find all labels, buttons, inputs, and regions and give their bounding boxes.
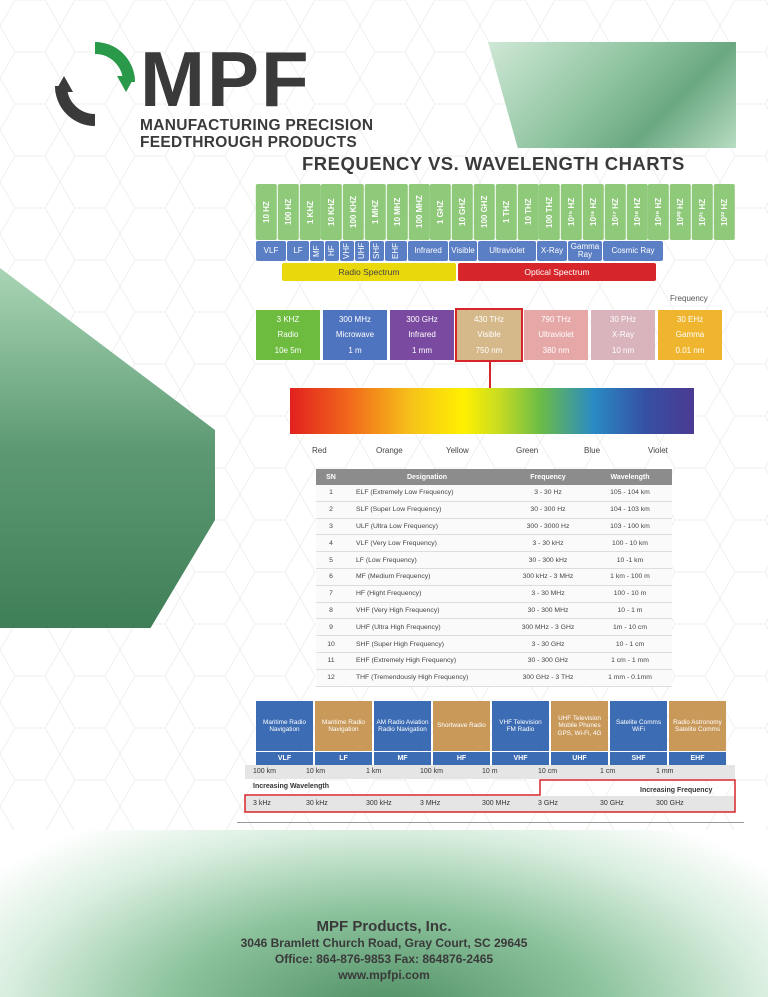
band-use-column [433, 701, 490, 765]
spectrum-box [256, 310, 320, 360]
table-row [316, 502, 672, 519]
band-use-band: VLF [256, 752, 313, 765]
band-label: 1 GHZ [430, 184, 451, 240]
table-cell: 1 km - 100 m [588, 569, 672, 586]
table-cell: 3 - 30 Hz [508, 485, 588, 502]
table-row [316, 670, 672, 687]
table-cell: 30 - 300 kHz [508, 552, 588, 569]
table-cell: 105 - 104 km [588, 485, 672, 502]
table-cell: 300 - 3000 Hz [508, 519, 588, 536]
frequency-tick-label: 3 kHz [253, 800, 271, 807]
table-cell: 9 [316, 619, 346, 636]
table-cell: 10 - 1 m [588, 603, 672, 620]
spectrum-box [524, 310, 588, 360]
spectrum-box-name: Infrared [408, 330, 436, 340]
spectrum-box-wavelength: 1 m [348, 345, 362, 355]
table-cell: 11 [316, 653, 346, 670]
band-label: 10¹⁹ HZ [648, 184, 669, 240]
band-use-band: VHF [492, 752, 549, 765]
table-cell: SLF (Super Low Frequency) [346, 502, 508, 519]
wavelength-label: 1 km [366, 768, 382, 775]
band-use-column [669, 701, 726, 765]
band-use-band: MF [374, 752, 431, 765]
band-label: 10²¹ HZ [692, 184, 713, 240]
table-cell: 4 [316, 535, 346, 552]
spectrum-box-wavelength: 1 mm [412, 345, 432, 355]
color-labels [290, 446, 694, 458]
logo-tagline-line-2: FEEDTHROUGH PRODUCTS [140, 134, 357, 151]
spectrum-box-wavelength: 380 nm [542, 345, 570, 355]
band-use-text: Radio Astronomy Satelite Comms [669, 701, 726, 751]
band-class-label: LF [287, 241, 309, 261]
band-class-label: Gamma Ray [568, 241, 602, 261]
spectrum-box-name: X-Ray [611, 330, 635, 340]
table-cell: 3 - 30 kHz [508, 535, 588, 552]
table-cell: UHF (Ultra High Frequency) [346, 619, 508, 636]
wavelength-label: 1 mm [656, 768, 674, 775]
table-row [316, 485, 672, 502]
table-cell: 30 - 300 MHz [508, 603, 588, 620]
band-use-band: EHF [669, 752, 726, 765]
band-use-text: Maritime Radio Navigation [315, 701, 372, 751]
table-cell: 300 kHz - 3 MHz [508, 569, 588, 586]
table-cell: ULF (Ultra Low Frequency) [346, 519, 508, 536]
band-label: 10 THZ [518, 184, 539, 240]
wavelength-label: 10 km [306, 768, 326, 775]
spectrum-box [457, 310, 521, 360]
table-cell: 8 [316, 603, 346, 620]
table-cell: EHF (Extremely High Frequency) [346, 653, 508, 670]
table-cell: ELF (Extremely Low Frequency) [346, 485, 508, 502]
spectrum-box-name: Microwave [335, 330, 375, 340]
spectrum-box-wavelength: 750 nm [475, 345, 503, 355]
band-class-label: Visible [449, 241, 477, 261]
spectrum-boxes-row [256, 310, 722, 360]
spectrum-box-freq: 790 THz [540, 315, 572, 325]
wavelength-label: 1 cm [600, 768, 616, 775]
table-cell: 3 - 30 GHz [508, 636, 588, 653]
color-label: Red [312, 446, 327, 455]
table-cell: 5 [316, 552, 346, 569]
band-class-label: MF [310, 241, 324, 261]
table-cell: 104 - 103 km [588, 502, 672, 519]
band-class-label: SHF [370, 241, 384, 261]
table-cell: SHF (Super High Frequency) [346, 636, 508, 653]
table-cell: 30 - 300 Hz [508, 502, 588, 519]
table-cell: 3 - 30 MHz [508, 586, 588, 603]
color-label: Green [516, 446, 539, 455]
band-label: 10²⁰ HZ [670, 184, 691, 240]
table-cell: MF (Medium Frequency) [346, 569, 508, 586]
table-header: SN [316, 469, 346, 485]
frequency-tick-label: 3 MHz [420, 800, 441, 807]
spectrum-box-freq: 30 PHz [609, 315, 637, 325]
table-row [316, 569, 672, 586]
band-label: 10¹⁶ HZ [583, 184, 604, 240]
table-cell: 1 [316, 485, 346, 502]
frequency-tick-label: 30 kHz [306, 800, 328, 807]
visible-spectrum-bar [290, 388, 694, 434]
band-use-text: Shortwave Radio [433, 701, 490, 751]
band-use-text: UHF Television Mobile Phones GPS, Wi-Fi, 4G [551, 701, 608, 751]
color-label: Blue [584, 446, 601, 455]
table-cell: 10 - 1 cm [588, 636, 672, 653]
frequency-tick-label: 300 GHz [656, 800, 684, 807]
band-label: 100 GHZ [474, 184, 495, 240]
wavelength-label: 100 km [420, 768, 443, 775]
table-cell: 3 [316, 519, 346, 536]
table-cell: 1m - 10 cm [588, 619, 672, 636]
band-use-text: Satelite Comms WiFi [610, 701, 667, 751]
frequency-tick-label: 300 MHz [482, 800, 511, 807]
spectrum-box-freq: 300 GHz [406, 315, 438, 325]
band-class-label: Ultraviolet [478, 241, 536, 261]
frequency-tick-label: 30 GHz [600, 800, 624, 807]
table-cell: VHF (Very High Frequency) [346, 603, 508, 620]
table-row [316, 619, 672, 636]
band-class-label: X-Ray [537, 241, 567, 261]
band-use-band: LF [315, 752, 372, 765]
table-row [316, 603, 672, 620]
frequency-band-row [256, 184, 735, 240]
frequency-label: Frequency [670, 294, 708, 303]
frequency-tick-label: 3 GHz [538, 800, 558, 807]
table-row [316, 636, 672, 653]
band-use-column [256, 701, 313, 765]
table-header: Wavelength [588, 469, 672, 485]
spectrum-box-name: Ultraviolet [538, 330, 574, 340]
band-label: 1 THZ [496, 184, 517, 240]
band-label: 10²² HZ [714, 184, 735, 240]
band-use-column [374, 701, 431, 765]
page-title: FREQUENCY VS. WAVELENGTH CHARTS [302, 153, 685, 174]
spectrum-box-freq: 3 KHZ [276, 315, 300, 325]
band-class-label: VHF [340, 241, 354, 261]
table-row [316, 552, 672, 569]
footer-phone: Office: 864-876-9853 Fax: 864876-2465 [274, 952, 494, 966]
band-uses-row [256, 701, 726, 765]
band-use-text: VHF Television FM Radio [492, 701, 549, 751]
table-header-row [316, 469, 672, 485]
band-use-column [492, 701, 549, 765]
spectrum-box-name: Radio [277, 330, 299, 340]
color-label: Orange [376, 446, 403, 455]
spectrum-box-wavelength: 0.01 nm [675, 345, 705, 355]
table-row [316, 519, 672, 536]
band-class-label: Cosmic Ray [603, 241, 663, 261]
spectrum-box [323, 310, 387, 360]
table-cell: 2 [316, 502, 346, 519]
band-use-band: HF [433, 752, 490, 765]
band-label: 100 MHZ [409, 184, 430, 240]
table-cell: 100 - 10 m [588, 586, 672, 603]
wavelength-label: 10 m [482, 768, 498, 775]
table-header: Frequency [508, 469, 588, 485]
table-cell: 103 - 100 km [588, 519, 672, 536]
band-use-band: SHF [610, 752, 667, 765]
table-cell: VLF (Very Low Frequency) [346, 535, 508, 552]
band-label: 10 KHZ [321, 184, 342, 240]
table-cell: 30 - 300 GHz [508, 653, 588, 670]
frequency-outline [244, 779, 736, 813]
divider [237, 822, 744, 823]
optical-spectrum-label: Optical Spectrum [458, 263, 656, 281]
spectrum-box-freq: 300 MHz [338, 315, 371, 325]
spectrum-box-wavelength: 10e 5m [274, 345, 302, 355]
table-cell: 6 [316, 569, 346, 586]
logo-tagline-line-1: MANUFACTURING PRECISION [140, 117, 374, 134]
footer-web[interactable]: www.mpfpi.com [338, 968, 430, 982]
table-cell: 1 cm - 1 mm [588, 653, 672, 670]
table-header: Designation [346, 469, 508, 485]
table-cell: 12 [316, 670, 346, 687]
band-label: 1 MHZ [365, 184, 386, 240]
band-label: 100 THZ [539, 184, 560, 240]
band-use-text: Maritime Radio Navigation [256, 701, 313, 751]
logo-wordmark: MPF [140, 35, 311, 123]
increasing-wavelength-label: Increasing Wavelength [253, 783, 329, 790]
frequency-tick-label: 300 kHz [366, 800, 392, 807]
band-label: 10¹⁵ HZ [561, 184, 582, 240]
wavelength-label: 100 km [253, 768, 276, 775]
spectrum-box [591, 310, 655, 360]
spectrum-box-freq: 30 EHz [676, 315, 704, 325]
band-use-text: AM Radio Aviation Radio Navigation [374, 701, 431, 751]
band-class-row [256, 241, 663, 261]
visible-pointer [489, 362, 491, 388]
spectrum-box-name: Visible [477, 330, 501, 340]
table-cell: 300 MHz - 3 GHz [508, 619, 588, 636]
spectrum-box-freq: 430 THz [473, 315, 505, 325]
table-cell: 10 [316, 636, 346, 653]
band-class-label: VLF [256, 241, 286, 261]
table-cell: 300 GHz - 3 THz [508, 670, 588, 687]
spectrum-box-name: Gamma [675, 330, 705, 340]
band-class-label: UHF [355, 241, 369, 261]
designation-table [316, 469, 672, 687]
table-cell: 1 mm - 0.1mm [588, 670, 672, 687]
table-cell: LF (Low Frequency) [346, 552, 508, 569]
logo-tagline [140, 117, 373, 151]
band-label: 10 MHZ [387, 184, 408, 240]
band-class-label: EHF [385, 241, 407, 261]
wavelength-label: 10 cm [538, 768, 558, 775]
band-label: 10 GHZ [452, 184, 473, 240]
table-cell: 10 -1 km [588, 552, 672, 569]
band-use-column [315, 701, 372, 765]
table-cell: HF (Hight Frequency) [346, 586, 508, 603]
table-row [316, 586, 672, 603]
logo-arrows-icon [55, 40, 135, 130]
band-use-column [551, 701, 608, 765]
color-label: Violet [648, 446, 668, 455]
band-label: 100 HZ [278, 184, 299, 240]
spectrum-box-wavelength: 10 nm [611, 345, 635, 355]
band-label: 10¹⁸ HZ [627, 184, 648, 240]
spectrum-box [390, 310, 454, 360]
increasing-frequency-label: Increasing Frequency [640, 787, 713, 794]
band-label: 100 KHZ [343, 184, 364, 240]
band-label: 1 KHZ [300, 184, 321, 240]
band-use-band: UHF [551, 752, 608, 765]
spectrum-box [658, 310, 722, 360]
factory-photo [488, 42, 736, 148]
table-cell: 100 - 10 km [588, 535, 672, 552]
table-row [316, 653, 672, 670]
footer-company: MPF Products, Inc. [316, 918, 452, 935]
radio-spectrum-label: Radio Spectrum [282, 263, 456, 281]
band-label: 10 HZ [256, 184, 277, 240]
table-cell: THF (Tremendously High Frequency) [346, 670, 508, 687]
band-class-label: HF [325, 241, 339, 261]
table-cell: 7 [316, 586, 346, 603]
band-use-column [610, 701, 667, 765]
footer-address: 3046 Bramlett Church Road, Gray Court, SC 29645 [240, 936, 528, 950]
table-row [316, 535, 672, 552]
color-label: Yellow [446, 446, 469, 455]
band-class-label: Infrared [408, 241, 448, 261]
band-label: 10¹⁷ HZ [605, 184, 626, 240]
